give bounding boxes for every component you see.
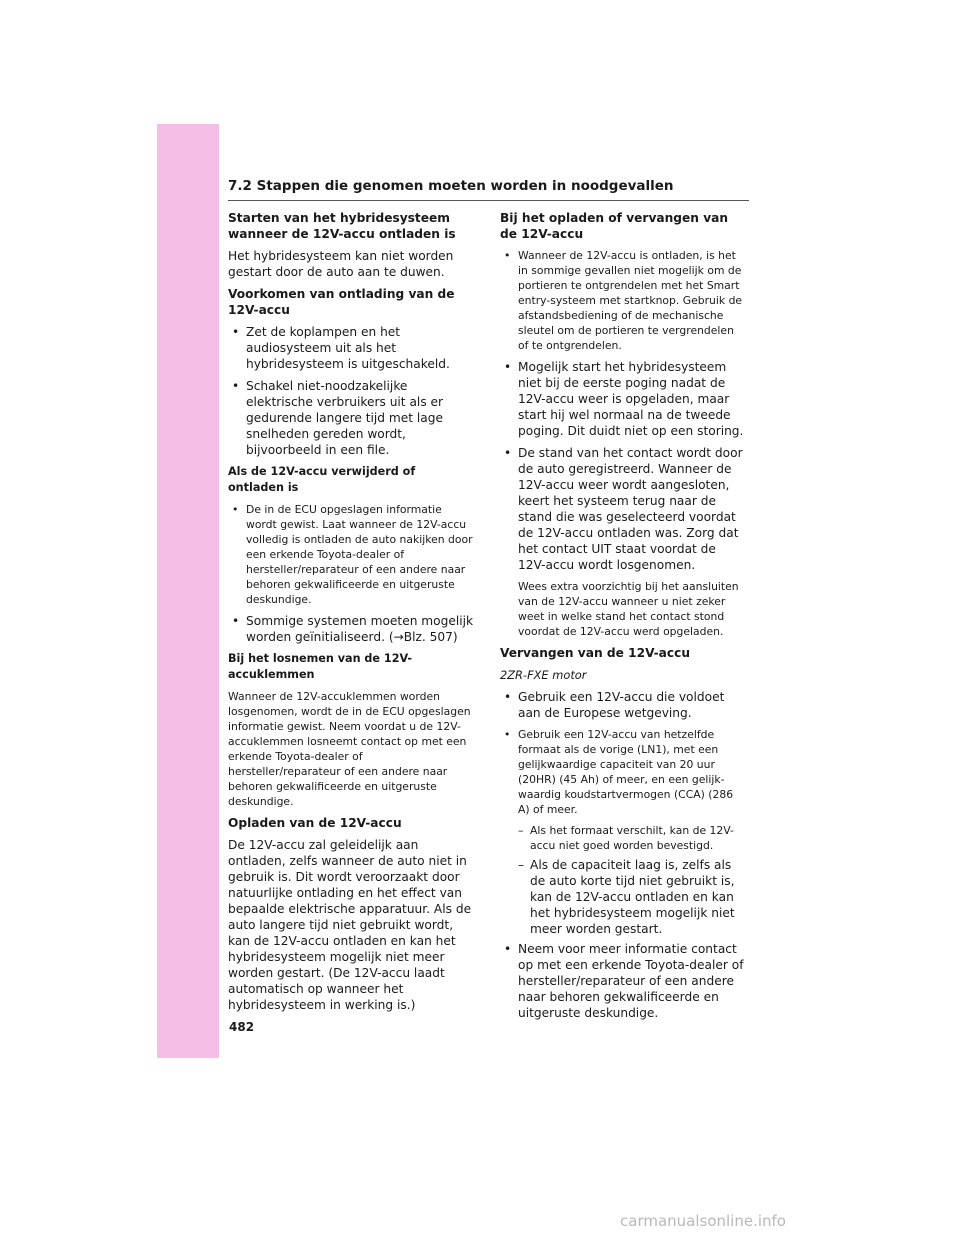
right-column [500, 210, 746, 1027]
bullet-first-attempt: • Mogelijk start het hybridesysteem niet bij de eerste poging nadat de 12V-accu weer is opgeladen, maar start hij wel normaal na de tweede poging. Dit duidt niet op een storing. [500, 359, 746, 439]
section-tab-bar [157, 124, 219, 1058]
paragraph-extra-caution: Wees extra voorzichtig bij het aansluiten van de 12V-accu wanneer u niet zeker weet in welke stand het contact stond voordat de 12V-accu werd opgeladen. [518, 580, 739, 638]
paragraph-disconnect-terminals: Wanneer de 12V-accuklemmen worden losgenomen, wordt de in de ECU opgeslagen informatie gewist. Neem voordat u de 12V-accuklemmen losneemt contact op met een erkende Toyota-dealer of hersteller/reparateur of een andere naar behoren gekwalificeerde en uitgeruste deskundige. [228, 690, 471, 808]
watermark: carmanualsonline.info [620, 1212, 786, 1230]
dash-capacity-low: – Als de capaciteit laag is, zelfs als de auto korte tijd niet gebruikt is, kan de 12V-accu ontladen en kan het hybridesysteem mogelijk niet meer worden gestart. [500, 857, 746, 937]
header-divider [228, 200, 749, 201]
heading-start-hybrid: Starten van het hybridesysteem wanneer de 12V-accu ontladen is [228, 211, 456, 241]
bullet-contact-position: • De stand van het contact wordt door de auto geregistreerd. Wanneer de 12V-accu weer wordt aangesloten, keert het systeem terug naar de stand die was geselecteerd voordat de 12V-accu ontladen was. Zorg dat het contact UIT staat voordat de 12V-accu wordt losgenomen. [500, 445, 746, 573]
heading-replacing-battery: Vervangen van de 12V-accu [500, 646, 691, 660]
paragraph-push-start: Het hybridesysteem kan niet worden gestart door de auto aan te duwen. [228, 249, 454, 279]
left-column [228, 210, 474, 1019]
heading-battery-removed: Als de 12V-accu verwijderd of ontladen is [228, 465, 416, 494]
bullet-ecu-erased: • De in de ECU opgeslagen informatie wordt gewist. Laat wanneer de 12V-accu volledig is ontladen de auto nakijken door een erkende Toyota-dealer of hersteller/reparateur of een andere naar behoren gekwalificeerde en uitgeruste deskundige. [228, 502, 474, 607]
bullet-initialize-systems: • Sommige systemen moeten mogelijk worden geïnitialiseerd. (→Blz. 507) [228, 613, 474, 645]
bullet-same-format: • Gebruik een 12V-accu van hetzelfde formaat als de vorige (LN1), met een gelijkwaardige capaciteit van 20 uur (20HR) (45 Ah) of meer, en een gelijk-waardig koudstartvermogen (CCA) (286 A) of meer. [500, 727, 746, 817]
bullet-european-law: • Gebruik een 12V-accu die voldoet aan de Europese wetgeving. [500, 689, 746, 721]
bullet-smart-entry: • Wanneer de 12V-accu is ontladen, is het in sommige gevallen niet mogelijk om de portieren te ontgrendelen met het Smart entry-systeem met startknop. Gebruik de afstandsbediening of de mechanische sleutel om de portieren te vergrendelen of te ontgrendelen. [500, 248, 746, 353]
paragraph-charging-battery: De 12V-accu zal geleidelijk aan ontladen, zelfs wanneer de auto niet in gebruik is. Dit wordt veroorzaakt door natuurlijke ontlading en het effect van bepaalde elektrische apparatuur. Als de auto langere tijd niet gebruikt wordt, kan de 12V-accu ontladen en kan het hybridesysteem mogelijk niet meer worden gestart. (De 12V-accu laadt automatisch op wanneer het hybridesysteem in werking is.) [228, 838, 472, 1012]
heading-prevent-discharge: Voorkomen van ontlading van de 12V-accu [228, 287, 455, 317]
heading-charging-replacing: Bij het opladen of vervangen van de 12V-accu [500, 211, 729, 241]
page-number: 482 [229, 1020, 255, 1034]
bullet-more-info: • Neem voor meer informatie contact op met een erkende Toyota-dealer of hersteller/reparateur of een andere naar behoren gekwalificeerde en uitgeruste deskundige. [500, 941, 746, 1021]
section-header-title: 7.2 Stappen die genomen moeten worden in noodgevallen [228, 178, 674, 194]
bullet-lights-off: • Zet de koplampen en het audiosysteem uit als het hybridesysteem is uitgeschakeld. [228, 324, 474, 372]
engine-label: 2ZR-FXE motor [500, 668, 587, 682]
heading-charging-battery: Opladen van de 12V-accu [228, 816, 402, 830]
dash-format-differs: – Als het formaat verschilt, kan de 12V-accu niet goed worden bevestigd. [500, 823, 746, 853]
heading-disconnect-terminals: Bij het losnemen van de 12V-accuklemmen [228, 652, 412, 681]
bullet-consumers-off: • Schakel niet-noodzakelijke elektrische verbruikers uit als er gedurende langere tijd met lage snelheden gereden wordt, bijvoorbeeld in een file. [228, 378, 474, 458]
